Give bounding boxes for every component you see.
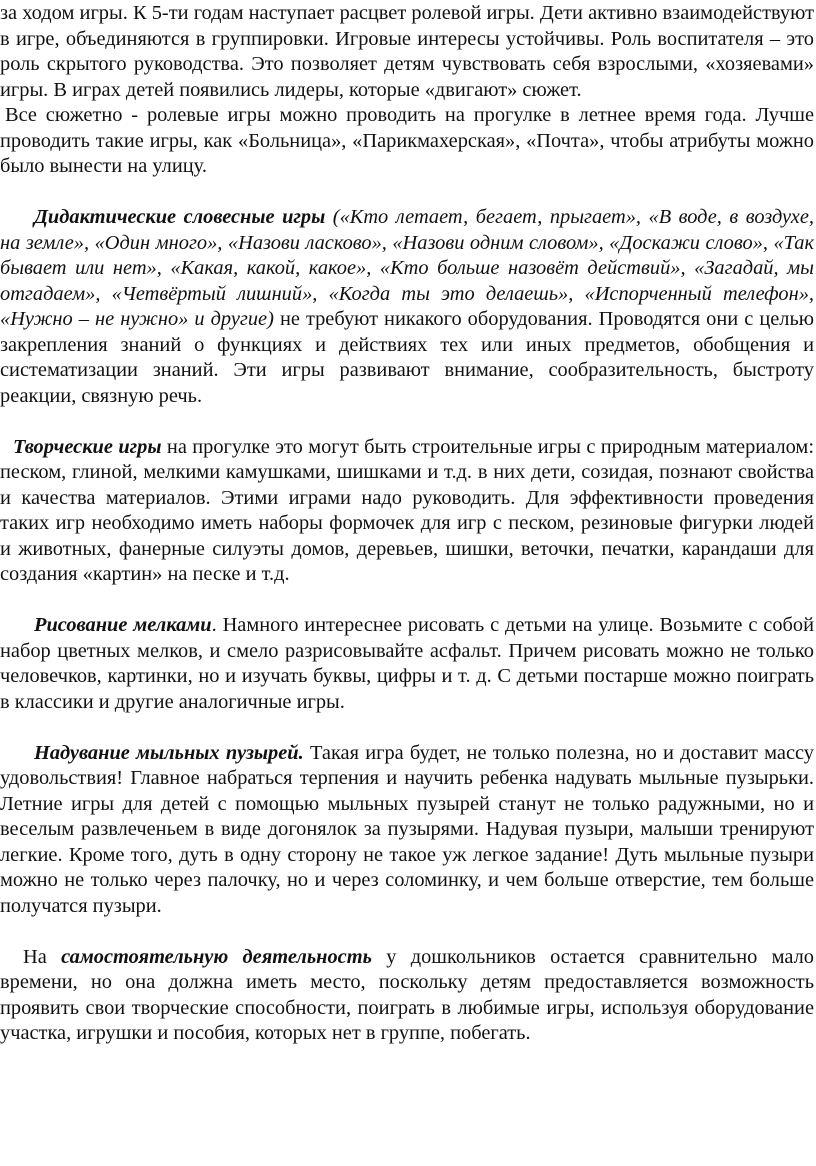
chalk-drawing-title: Рисование мелками bbox=[34, 614, 212, 636]
paragraph-creative-games bbox=[0, 435, 814, 588]
chalk-drawing-text: . Намного интереснее рисовать с детьми на улице. Возьмите с собой набор цветных мелков, и смело разрисовывайте асфальт. Причем рисовать можно не только человечков, картинки, но и изучать буквы, цифры и т. д. С детьми постарше можно поиграть в классики и другие аналогичные игры. bbox=[0, 614, 814, 713]
didactic-games-text: не требуют никакого оборудования. Проводятся они с целью закрепления знаний о функциях и действиях тех или иных предметов, обобщения и систематизации знаний. Эти игры развивают внимание, сообразительность, быстроту реакции, связную речь. bbox=[0, 308, 814, 407]
didactic-games-title: Дидактические словесные игры bbox=[34, 206, 326, 228]
paragraph-soap-bubbles bbox=[0, 741, 814, 920]
paragraph-plot-games: Все сюжетно - ролевые игры можно проводить на прогулке в летнее время года. Лучше проводить такие игры, как «Больница», «Парикмахерская», «Почта», чтобы атрибуты можно было вынести на улицу. bbox=[0, 104, 814, 177]
soap-bubbles-title: Надувание мыльных пузырей. bbox=[34, 741, 304, 764]
paragraph-independent-activity bbox=[0, 945, 814, 1047]
creative-games-title: Творческие игры bbox=[13, 435, 162, 458]
soap-bubbles-text: Такая игра будет, не только полезна, но и доставит массу удовольствия! Главное набраться терпения и научить ребенка надувать мыльные пузырьки. Летние игры для детей с помощью мыльных пузырей станут не только радужными, но и веселым развлеченьем в виде догонялок за пузырями. Надувая пузыри, малыши тренируют легкие. Кроме того, дуть в одну сторону не такое уж легкое задание! Дуть мыльные пузыри можно не только через палочку, но и через соломинку, и чем больше отверстие, тем больше получатся пузыри. bbox=[0, 741, 814, 917]
independent-activity-text: у дошкольников остается сравнительно мало времени, но она должна иметь место, поскольку детям предоставляется возможность проявить свои творческие способности, поиграть в любимые игры, используя оборудование участка, игрушки и пособия, которых нет в группе, побегать. bbox=[0, 945, 814, 1044]
paragraph-didactic-games bbox=[0, 205, 814, 409]
paragraph-chalk-drawing bbox=[0, 613, 814, 715]
independent-activity-lead: На bbox=[23, 945, 62, 968]
independent-activity-title: самостоятельную деятельность bbox=[61, 945, 372, 968]
didactic-games-examples: («Кто летает, бегает, прыгает», «В воде, в воздухе, на земле», «Один много», «Назови ласково», «Назови одним словом», «Доскажи слово», «Так бывает или нет», «Какая, какой, какое», «Кто больше назовёт действий», «Загадай, мы отгадаем», «Четвёртый лишний», «Когда ты это делаешь», «Испорченный телефон», «Нужно – не нужно» и другие) bbox=[0, 206, 814, 330]
paragraph-role-play: за ходом игры. К 5-ти годам наступает расцвет ролевой игры. Дети активно взаимодействуют в игре, объединяются в группировки. Игровые интересы устойчивы. Роль воспитателя – это роль скрытого руководства. Это позволяет детям чувствовать себя взрослыми, «хозяевами» игры. В играх детей появились лидеры, которые «двигают» сюжет. bbox=[0, 2, 814, 101]
creative-games-text: на прогулке это могут быть строительные игры с природным материалом: песком, глиной, мелкими камушками, шишками и т.д. в них дети, созидая, познают свойства и качества материалов. Этими играми надо руководить. Для эффективности проведения таких игр необходимо иметь наборы формочек для игр с песком, резиновые фигурки людей и животных, фанерные силуэты домов, деревьев, шишки, веточки, печатки, карандаши для создания «картин» на песке и т.д. bbox=[0, 435, 814, 585]
